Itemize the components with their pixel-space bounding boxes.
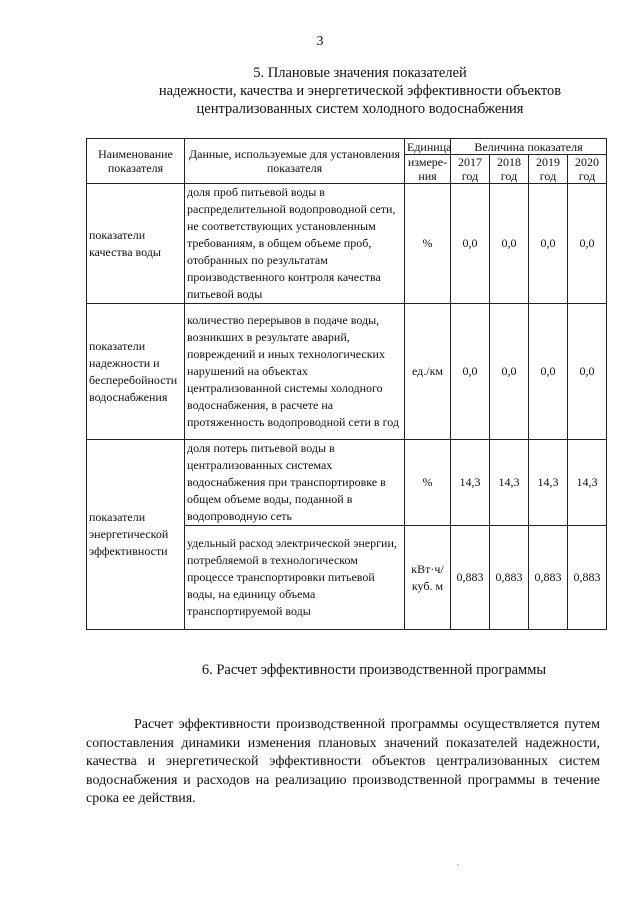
table-row: [87, 304, 607, 440]
heading-line-2: надежности, качества и энергетической эффективности объектов: [158, 83, 562, 99]
indicator-value: 0,0: [568, 184, 607, 304]
indicator-group-name: показатели энергетической эффективности: [87, 440, 185, 630]
indicator-unit: кВт·ч/ куб. м: [405, 526, 451, 630]
indicator-value: 14,3: [490, 440, 529, 526]
indicator-value: 0,883: [568, 526, 607, 630]
header-year: 2017 год: [451, 155, 490, 184]
indicator-group-name: показатели качества воды: [87, 184, 185, 304]
header-year: 2019 год: [529, 155, 568, 184]
table-row: [87, 184, 607, 304]
indicator-value: 14,3: [529, 440, 568, 526]
indicator-unit: %: [405, 440, 451, 526]
indicator-description: удельный расход электрической энергии, потребляемой в технологическом процессе транспортировки питьевой воды, на единицу объема транспортируемой воды: [185, 526, 405, 630]
header-year: 2020 год: [568, 155, 607, 184]
indicator-unit: %: [405, 184, 451, 304]
indicator-value: 0,0: [451, 184, 490, 304]
indicator-value: 14,3: [568, 440, 607, 526]
indicator-value: 0,0: [490, 184, 529, 304]
header-name: Наименование показателя: [87, 139, 185, 184]
indicator-group-name: показатели надежности и бесперебойности водоснабжения: [87, 304, 185, 440]
indicator-value: 0,0: [568, 304, 607, 440]
indicator-value: 0,0: [451, 304, 490, 440]
table-row: [87, 440, 607, 526]
header-data: Данные, используемые для установления показателя: [185, 139, 405, 184]
heading-line-1: 5. Плановые значения показателей: [253, 65, 467, 81]
header-value-group: Величина показателя: [451, 139, 607, 155]
indicator-value: 0,883: [529, 526, 568, 630]
header-year: 2018 год: [490, 155, 529, 184]
indicators-table: [86, 138, 607, 630]
indicator-unit: ед./км: [405, 304, 451, 440]
heading-line-3: централизованных систем холодного водоснабжения: [196, 101, 524, 117]
page-number: 3: [316, 34, 324, 49]
header-unit-2: измере-ния: [405, 155, 451, 184]
section-6-title: 6. Расчет эффективности производственной программы: [201, 662, 547, 678]
section-heading: [40, 64, 640, 118]
indicator-value: 0,883: [451, 526, 490, 630]
indicator-description: доля потерь питьевой воды в централизованных системах водоснабжения при транспортировке в общем объеме воды, поданной в водопроводную сеть: [185, 440, 405, 526]
indicator-value: 0,0: [529, 184, 568, 304]
indicator-description: количество перерывов в подаче воды, возникших в результате аварий, повреждений и иных технологических нарушений на объектах централизованной системы холодного водоснабжения, в расчете на протяженность водопроводной сети в год: [185, 304, 405, 440]
scan-artifact: [457, 864, 458, 865]
indicator-value: 0,0: [490, 304, 529, 440]
section-6-paragraph: Расчет эффективности производственной программы осуществляется путем сопоставления динамики изменения плановых значений показателей надежности, качества и энергетической эффективности объектов централизованных систем водоснабжения и расходов на реализацию производственной программы в течение срока ее действия.: [86, 717, 600, 806]
indicator-description: доля проб питьевой воды в распределительной водопроводной сети, не соответствующих установленным требованиям, в общем объеме проб, отобранных по результатам производственного контроля качества питьевой воды: [185, 184, 405, 304]
indicator-value: 0,883: [490, 526, 529, 630]
indicator-value: 0,0: [529, 304, 568, 440]
header-unit-1: Единица: [405, 139, 451, 155]
indicator-value: 14,3: [451, 440, 490, 526]
